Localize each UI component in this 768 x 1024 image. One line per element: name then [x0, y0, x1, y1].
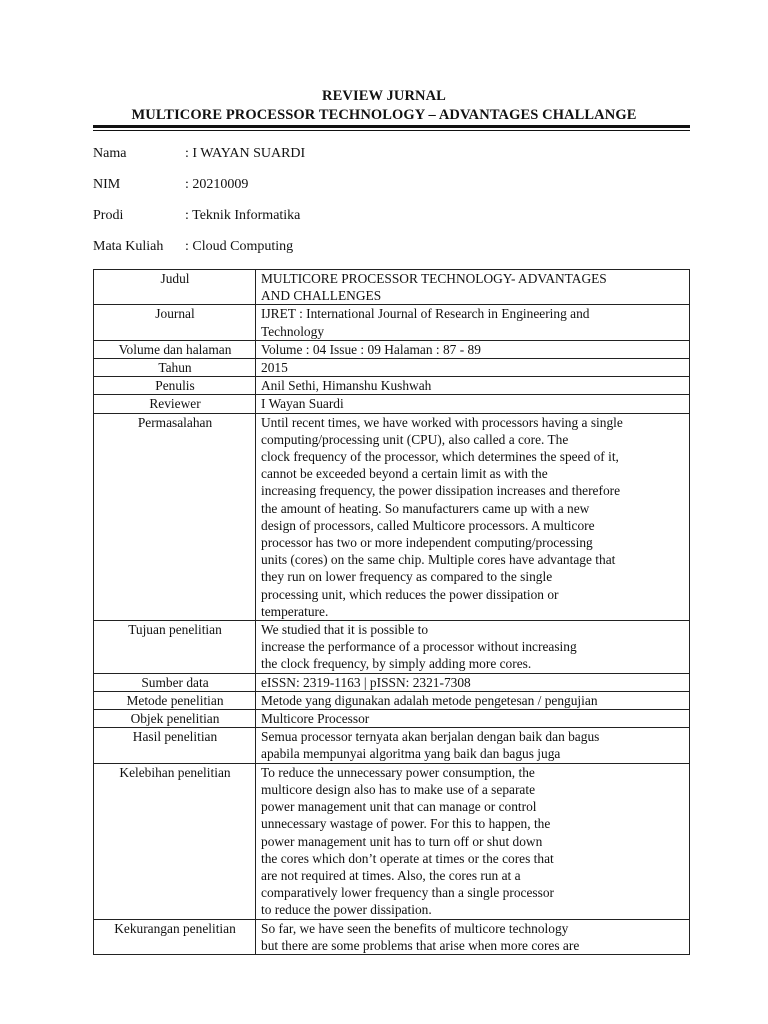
value-line: MULTICORE PROCESSOR TECHNOLOGY- ADVANTAGES	[261, 271, 607, 286]
row-value	[256, 710, 690, 728]
title-rule-thin	[93, 130, 690, 131]
table-row	[94, 413, 690, 620]
row-label: Tahun	[94, 359, 256, 377]
row-value	[256, 691, 690, 709]
value-line: to reduce the power dissipation.	[261, 902, 432, 918]
row-label: Kelebihan penelitian	[94, 763, 256, 919]
value-line: To reduce the unnecessary power consumption, the	[261, 764, 535, 780]
info-value: : 20210009	[185, 177, 249, 192]
row-value	[256, 728, 690, 763]
value-line: increase the performance of a processor without increasing	[261, 639, 577, 655]
row-label: Objek penelitian	[94, 710, 256, 728]
table-row	[94, 763, 690, 919]
table-row	[94, 270, 690, 305]
table-row	[94, 305, 690, 340]
value-line: 2015	[261, 360, 288, 376]
value-line: increasing frequency, the power dissipation increases and therefore	[261, 483, 621, 499]
value-line: Multicore Processor	[261, 711, 370, 727]
review-table	[93, 269, 690, 955]
value-line: IJRET : International Journal of Research in Engineering and	[261, 306, 590, 322]
value-line: I Wayan Suardi	[261, 396, 344, 412]
table-row	[94, 395, 690, 413]
value-line: processing unit, which reduces the power dissipation or	[261, 586, 559, 602]
info-value: : Cloud Computing	[185, 239, 294, 254]
row-label: Journal	[94, 305, 256, 340]
table-row	[94, 728, 690, 763]
value-line: cannot be exceeded beyond a certain limit as with the	[261, 466, 548, 482]
value-line: Volume : 04 Issue : 09 Halaman : 87 - 89	[261, 341, 481, 357]
row-value	[256, 395, 690, 413]
value-line: Metode yang digunakan adalah metode pengetesan / pengujian	[261, 692, 598, 708]
value-line: the clock frequency, by simply adding more cores.	[261, 656, 532, 672]
row-value	[256, 673, 690, 691]
table-row	[94, 691, 690, 709]
value-line: eISSN: 2319-1163 | pISSN: 2321-7308	[261, 674, 471, 690]
value-line: are not required at times. Also, the cores run at a	[261, 867, 521, 883]
value-line: multicore design also has to make use of a separate	[261, 781, 536, 797]
row-value	[256, 763, 690, 919]
value-line: apabila mempunyai algoritma yang baik dan bagus juga	[261, 746, 561, 762]
row-label: Metode penelitian	[94, 691, 256, 709]
value-line: We studied that it is possible to	[261, 622, 429, 638]
value-line: AND CHALLENGES	[261, 288, 382, 304]
table-row	[94, 359, 690, 377]
value-line: the amount of heating. So manufacturers came up with a new	[261, 500, 590, 516]
value-line: Technology	[261, 323, 325, 339]
value-line: clock frequency of the processor, which determines the speed of it,	[261, 449, 619, 465]
info-label: Prodi	[93, 208, 124, 223]
value-line: power management unit that can manage or control	[261, 799, 537, 815]
value-line: design of processors, called Multicore processors. A multicore	[261, 517, 595, 533]
info-label: NIM	[93, 177, 121, 192]
row-label: Hasil penelitian	[94, 728, 256, 763]
row-value	[256, 377, 690, 395]
row-label: Permasalahan	[94, 413, 256, 620]
row-label: Penulis	[94, 377, 256, 395]
row-label: Reviewer	[94, 395, 256, 413]
row-label: Kekurangan penelitian	[94, 919, 256, 954]
value-line: unnecessary wastage of power. For this to happen, the	[261, 816, 551, 832]
table-row	[94, 673, 690, 691]
row-value	[256, 340, 690, 358]
value-line: units (cores) on the same chip. Multiple cores have advantage that	[261, 552, 616, 568]
value-line: the cores which don’t operate at times or the cores that	[261, 850, 554, 866]
info-value: : I WAYAN SUARDI	[185, 146, 306, 161]
row-value	[256, 305, 690, 340]
value-line: computing/processing unit (CPU), also called a core. The	[261, 431, 569, 447]
value-line: comparatively lower frequency than a single processor	[261, 885, 554, 901]
info-label: Mata Kuliah	[93, 239, 164, 254]
title-rule-thick	[93, 125, 690, 128]
table-row	[94, 710, 690, 728]
document-title: REVIEW JURNAL	[322, 88, 446, 104]
table-row	[94, 919, 690, 954]
row-value	[256, 359, 690, 377]
row-value	[256, 270, 690, 305]
value-line: but there are some problems that arise when more cores are	[261, 937, 580, 953]
value-line: Anil Sethi, Himanshu Kushwah	[261, 378, 432, 394]
table-row	[94, 377, 690, 395]
value-line: So far, we have seen the benefits of multicore technology	[261, 920, 569, 936]
row-label: Sumber data	[94, 673, 256, 691]
value-line: temperature.	[261, 603, 329, 619]
row-label: Volume dan halaman	[94, 340, 256, 358]
row-label: Judul	[94, 270, 256, 305]
info-label: Nama	[93, 146, 127, 161]
value-line: they run on lower frequency as compared to the single	[261, 569, 553, 585]
row-value	[256, 413, 690, 620]
table-row	[94, 340, 690, 358]
value-line: power management unit has to turn off or shut down	[261, 833, 543, 849]
row-label: Tujuan penelitian	[94, 621, 256, 674]
info-value: : Teknik Informatika	[185, 208, 301, 223]
document-subtitle: MULTICORE PROCESSOR TECHNOLOGY – ADVANTAGES CHALLANGE	[131, 107, 637, 123]
row-value	[256, 919, 690, 954]
table-row	[94, 621, 690, 674]
row-value	[256, 621, 690, 674]
value-line: processor has two or more independent computing/processing	[261, 535, 593, 551]
value-line: Semua processor ternyata akan berjalan dengan baik dan bagus	[261, 729, 600, 745]
value-line: Until recent times, we have worked with processors having a single	[261, 414, 623, 430]
